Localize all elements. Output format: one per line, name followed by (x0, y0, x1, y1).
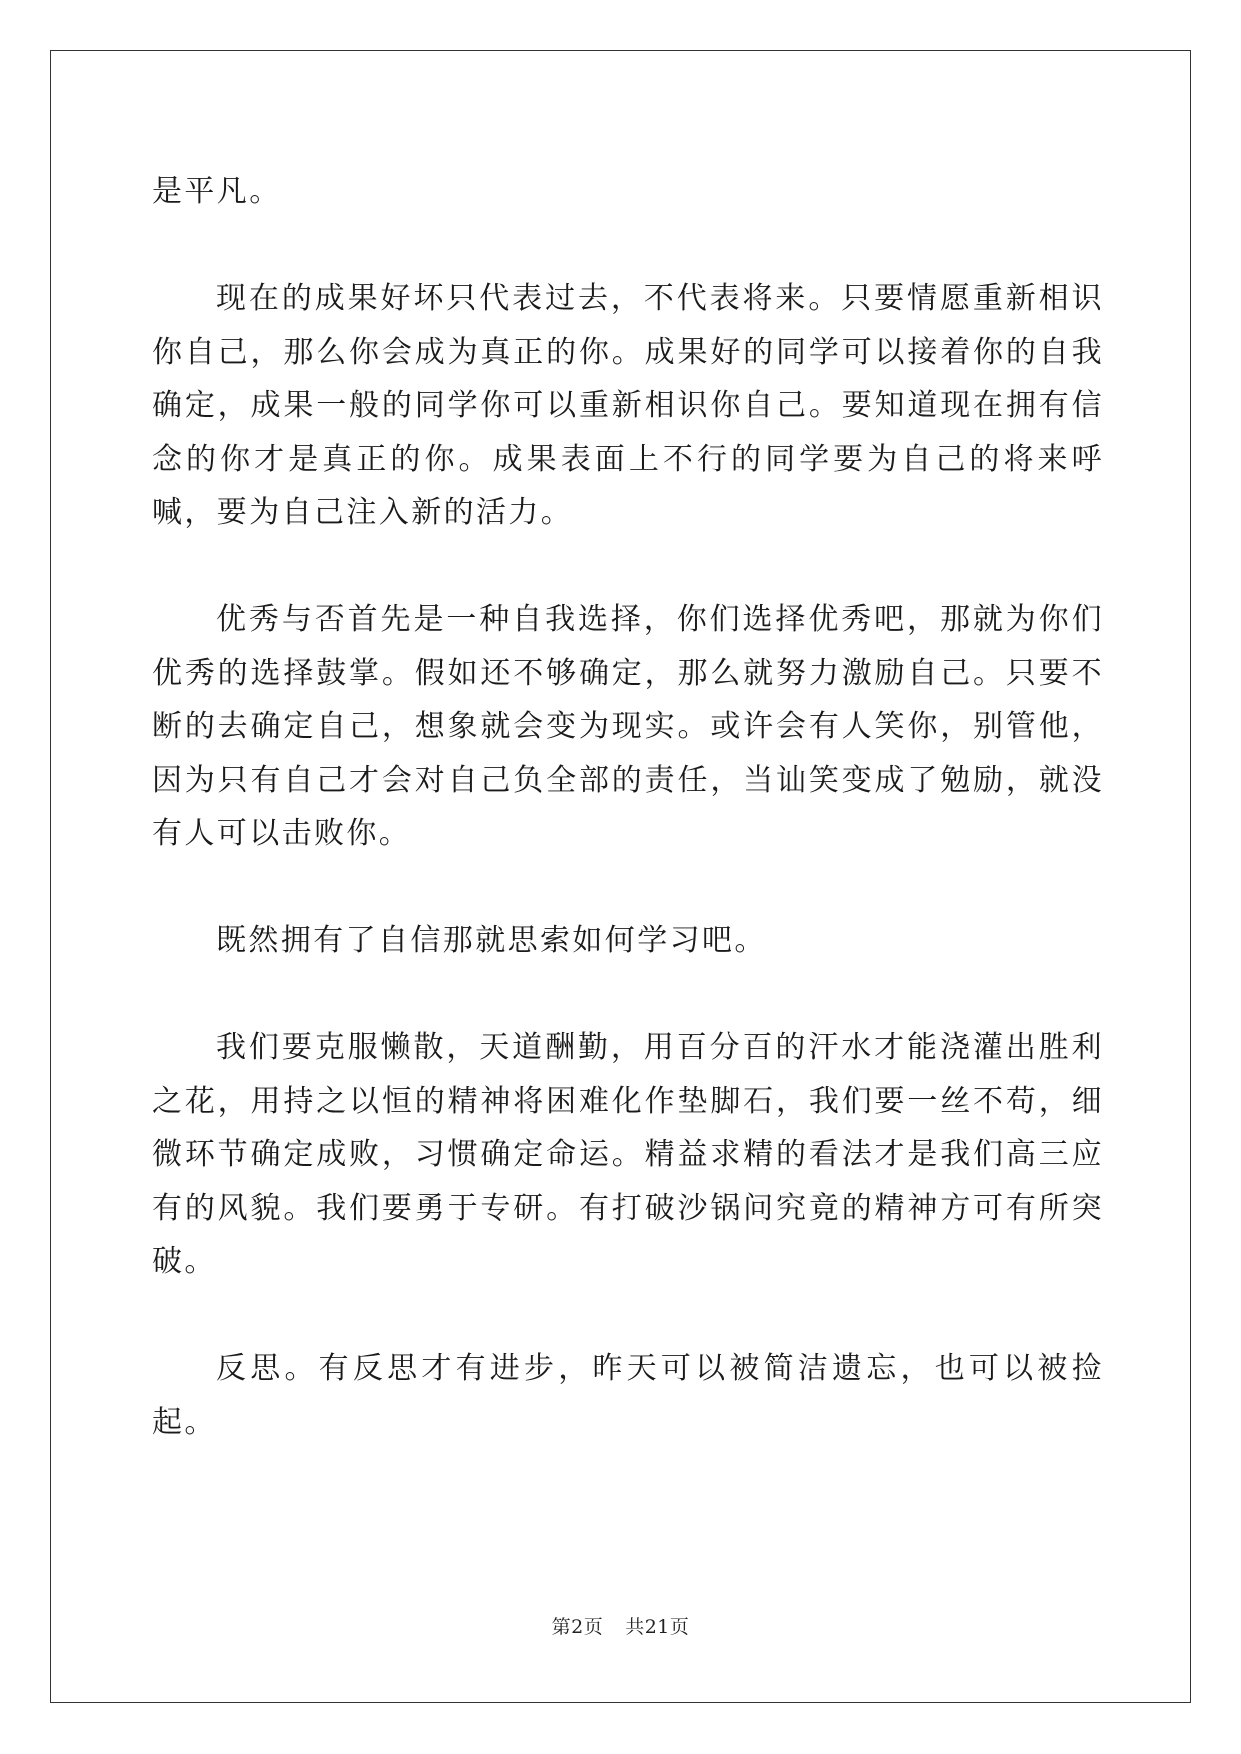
page-number: 第2页 (551, 1616, 604, 1638)
paragraph-gap (152, 540, 1104, 594)
paragraph: 是平凡。 (152, 174, 282, 209)
paragraph: 既然拥有了自信那就思索如何学习吧。 (216, 923, 767, 958)
paragraph-gap (152, 1289, 1104, 1343)
paragraph-gap (152, 219, 1104, 273)
page-total: 共21页 (625, 1616, 690, 1638)
paragraph: 优秀与否首先是一种自我选择，你们选择优秀吧，那就为你们优秀的选择鼓掌。假如还不够确定，那么就努力激励自己。只要不断的去确定自己，想象就会变为现实。或许会有人笑你，别管他，因为只有自己才会对自己负全部的责任，当讪笑变成了勉励，就没有人可以击败你。 (152, 602, 1104, 851)
document-body (152, 165, 1104, 1449)
paragraph-gap (152, 968, 1104, 1022)
page-footer (0, 1612, 1241, 1639)
paragraph: 我们要克服懒散，天道酬勤，用百分百的汗水才能浇灌出胜利之花，用持之以恒的精神将困难化作垫脚石，我们要一丝不苟，细微环节确定成败，习惯确定命运。精益求精的看法才是我们高三应有的风貌。我们要勇于专研。有打破沙锅问究竟的精神方可有所突破。 (152, 1030, 1104, 1279)
paragraph-gap (152, 861, 1104, 915)
paragraph: 现在的成果好坏只代表过去，不代表将来。只要情愿重新相识你自己，那么你会成为真正的你。成果好的同学可以接着你的自我确定，成果一般的同学你可以重新相识你自己。要知道现在拥有信念的你才是真正的你。成果表面上不行的同学要为自己的将来呼喊，要为自己注入新的活力。 (152, 281, 1104, 530)
paragraph: 反思。有反思才有进步，昨天可以被简洁遗忘，也可以被捡起。 (152, 1351, 1104, 1440)
